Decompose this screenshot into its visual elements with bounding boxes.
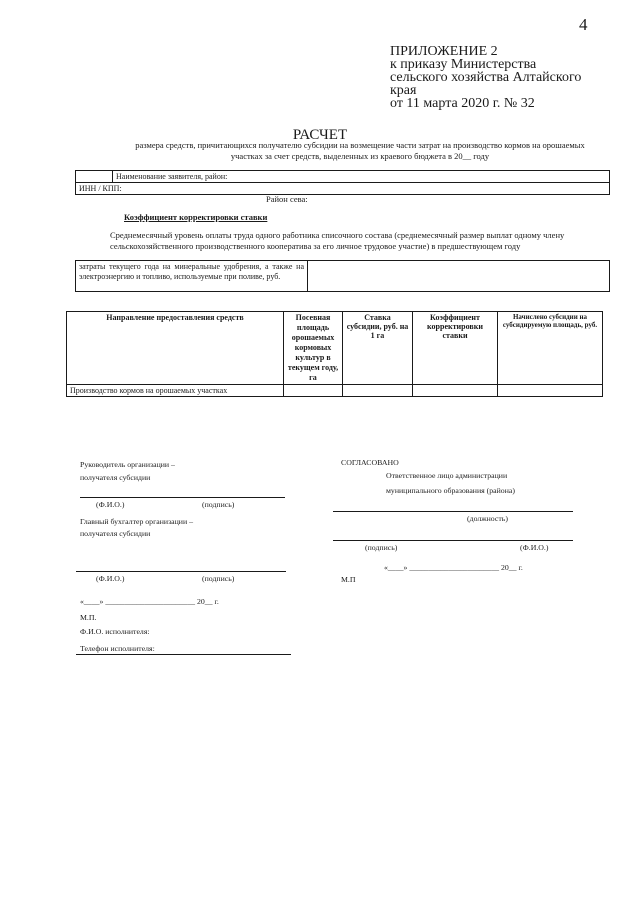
header-rate: Ставка субсидии, руб. на 1 га [343, 312, 413, 385]
responsible-label-2: муниципального образования (района) [386, 486, 515, 495]
right-signature-caption: (подпись) [365, 543, 398, 552]
district-label: Район сева: [266, 194, 308, 204]
appendix-line-4: края [390, 83, 417, 98]
appendix-line-5: от 11 марта 2020 г. № 32 [390, 96, 535, 111]
appendix-line-2: к приказу Министерства [390, 57, 537, 72]
head-label-1: Руководитель организации – [80, 460, 175, 469]
left-mp: М.П. [80, 613, 97, 622]
agreed-label: СОГЛАСОВАНО [341, 458, 399, 467]
document-subtitle: размера средств, причитающихся получателю субсидии на возмещение части затрат на производство кормов на орошаемых участках за счет средств, выделенных из краевого бюджета в 20__ году [135, 140, 585, 161]
document-title: РАСЧЕТ [292, 127, 348, 143]
accountant-signature-line [76, 571, 286, 572]
applicant-table [75, 170, 610, 195]
phone-line [76, 654, 291, 655]
row-label: Производство кормов на орошаемых участках [67, 385, 284, 397]
phone-label: Телефон исполнителя: [80, 644, 155, 653]
inn-label: ИНН / КПП: [76, 183, 610, 195]
appendix-block [390, 45, 581, 110]
head-signature-caption: (подпись) [202, 500, 235, 509]
avg-wage-text: Среднемесячный уровень оплаты труда одного работника списочного состава (среднемесячный размер выплат одному члену сельскохозяйственного производственного кооператива за его личное трудовое участие) в предшествующем году [110, 230, 565, 251]
appendix-line-1: ПРИЛОЖЕНИЕ 2 [390, 44, 498, 59]
header-coefficient: Коэффициент корректировки ставки [413, 312, 498, 385]
accountant-label-2: получателя субсидии [80, 529, 151, 538]
costs-value-cell [308, 261, 610, 292]
head-label-2: получателя субсидии [80, 473, 151, 482]
applicant-name-label: Наименование заявителя, район: [113, 171, 610, 183]
costs-text: затраты текущего года на минеральные удобрения, а также на электроэнергию и топливо, используемые при поливе, руб. [76, 261, 308, 292]
right-date: «____» _______________________ 20__ г. [384, 563, 523, 572]
position-caption: (должность) [467, 514, 508, 523]
right-signature-line [333, 540, 573, 541]
right-mp: М.П [341, 575, 356, 584]
head-fio-caption: (Ф.И.О.) [96, 500, 125, 509]
left-date: «____» _______________________ 20__ г. [80, 597, 219, 606]
coefficient-heading: Коэффициент корректировки ставки [124, 212, 268, 222]
page-number: 4 [579, 15, 588, 34]
header-direction: Направление предоставления средств [67, 312, 284, 385]
costs-table [75, 260, 610, 292]
position-line [333, 511, 573, 512]
right-fio-caption: (Ф.И.О.) [520, 543, 549, 552]
header-area: Посевная площадь орошаемых кормовых культур в текущем году, га [284, 312, 343, 385]
accountant-fio-caption: (Ф.И.О.) [96, 574, 125, 583]
main-table [66, 311, 603, 397]
executor-label: Ф.И.О. исполнителя: [80, 627, 150, 636]
responsible-label-1: Ответственное лицо администрации [386, 471, 508, 480]
head-signature-line [80, 497, 285, 498]
appendix-line-3: сельского хозяйства Алтайского [390, 70, 582, 85]
accountant-label-1: Главный бухгалтер организации – [80, 517, 193, 526]
accountant-signature-caption: (подпись) [202, 574, 235, 583]
header-accrued: Начислено субсидии на субсидируемую площадь, руб. [498, 312, 603, 385]
